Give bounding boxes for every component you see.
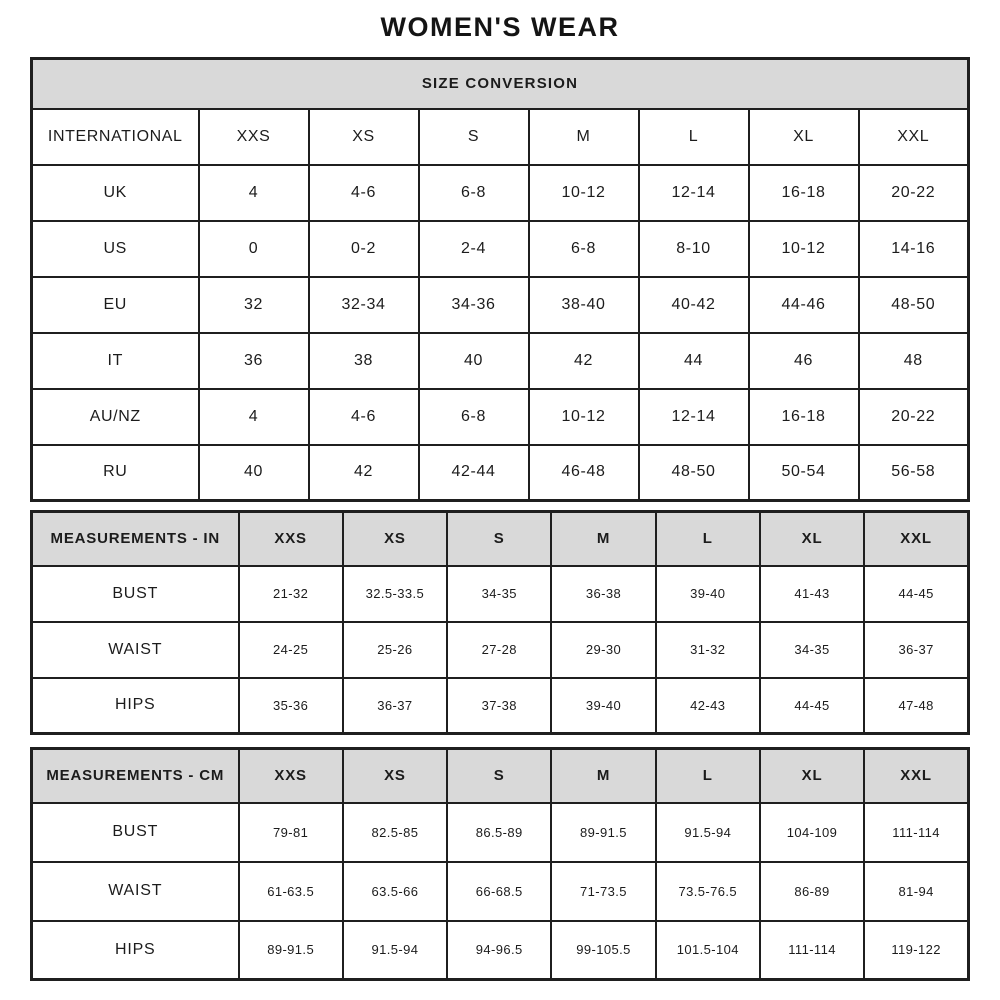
size-value: 46 (749, 333, 859, 389)
size-value: 40 (199, 445, 309, 501)
size-value: 6-8 (419, 165, 529, 221)
column-header-size: XS (309, 109, 419, 165)
size-value: 14-16 (859, 221, 969, 277)
size-value: 38 (309, 333, 419, 389)
size-value: 48 (859, 333, 969, 389)
measurement-value: 47-48 (864, 678, 968, 734)
size-conversion-row-us (32, 221, 969, 277)
measurement-value: 31-32 (656, 622, 760, 678)
measurements-cm-row-waist (32, 862, 969, 921)
measurement-value: 36-37 (343, 678, 447, 734)
size-value: 16-18 (749, 389, 859, 445)
column-header-size: M (551, 749, 655, 803)
column-header-size: S (419, 109, 529, 165)
measurements-cm-head (32, 749, 969, 803)
measurement-value: 73.5-76.5 (656, 862, 760, 921)
measurement-value: 66-68.5 (447, 862, 551, 921)
measurement-value: 39-40 (656, 566, 760, 622)
measurements-in-row-bust (32, 566, 969, 622)
size-conversion-body (32, 109, 969, 501)
size-value: 4-6 (309, 165, 419, 221)
region-label: EU (32, 277, 199, 333)
measurement-value: 41-43 (760, 566, 864, 622)
column-header-size: M (529, 109, 639, 165)
measurements-cm-row-bust (32, 803, 969, 862)
measurement-label: BUST (32, 803, 239, 862)
measurement-value: 34-35 (447, 566, 551, 622)
measurement-label: WAIST (32, 622, 239, 678)
size-value: 36 (199, 333, 309, 389)
measurements-cm-header-row (32, 749, 969, 803)
measurement-value: 91.5-94 (343, 921, 447, 980)
measurement-value: 82.5-85 (343, 803, 447, 862)
region-label: UK (32, 165, 199, 221)
region-label: IT (32, 333, 199, 389)
measurement-value: 42-43 (656, 678, 760, 734)
measurement-value: 86.5-89 (447, 803, 551, 862)
measurement-value: 104-109 (760, 803, 864, 862)
measurement-value: 34-35 (760, 622, 864, 678)
size-value: 32 (199, 277, 309, 333)
column-header-international: INTERNATIONAL (32, 109, 199, 165)
measurement-value: 91.5-94 (656, 803, 760, 862)
column-header-size: XS (343, 512, 447, 566)
measurement-label: BUST (32, 566, 239, 622)
column-header-size: XXS (239, 749, 343, 803)
column-header-size: S (447, 512, 551, 566)
measurement-value: 35-36 (239, 678, 343, 734)
column-header-size: XL (760, 512, 864, 566)
column-header-size: XXS (239, 512, 343, 566)
column-header-size: L (639, 109, 749, 165)
size-conversion-banner: SIZE CONVERSION (32, 59, 969, 109)
measurements-in-table (30, 510, 970, 735)
measurements-cm-body (32, 803, 969, 980)
region-label: AU/NZ (32, 389, 199, 445)
size-value: 4 (199, 389, 309, 445)
size-value: 42 (529, 333, 639, 389)
size-value: 2-4 (419, 221, 529, 277)
size-value: 12-14 (639, 165, 749, 221)
size-value: 20-22 (859, 165, 969, 221)
measurements-in-body (32, 566, 969, 734)
measurement-value: 36-38 (551, 566, 655, 622)
column-header-size: XXL (864, 512, 968, 566)
size-value: 32-34 (309, 277, 419, 333)
size-value: 56-58 (859, 445, 969, 501)
column-header-size: L (656, 512, 760, 566)
size-value: 44-46 (749, 277, 859, 333)
measurement-label: WAIST (32, 862, 239, 921)
size-conversion-row-ru (32, 445, 969, 501)
size-value: 20-22 (859, 389, 969, 445)
column-header-size: XXL (864, 749, 968, 803)
column-header-size: XXS (199, 109, 309, 165)
measurement-label: HIPS (32, 921, 239, 980)
measurement-value: 71-73.5 (551, 862, 655, 921)
column-header-size: XL (749, 109, 859, 165)
measurement-value: 81-94 (864, 862, 968, 921)
size-value: 50-54 (749, 445, 859, 501)
size-value: 10-12 (529, 165, 639, 221)
measurement-value: 25-26 (343, 622, 447, 678)
size-value: 40 (419, 333, 529, 389)
measurement-value: 63.5-66 (343, 862, 447, 921)
size-value: 48-50 (859, 277, 969, 333)
size-value: 38-40 (529, 277, 639, 333)
size-value: 44 (639, 333, 749, 389)
size-value: 46-48 (529, 445, 639, 501)
size-value: 4 (199, 165, 309, 221)
measurement-value: 111-114 (864, 803, 968, 862)
measurement-value: 29-30 (551, 622, 655, 678)
measurement-value: 111-114 (760, 921, 864, 980)
measurement-value: 94-96.5 (447, 921, 551, 980)
measurement-value: 24-25 (239, 622, 343, 678)
page-title: WOMEN'S WEAR (380, 12, 620, 42)
size-value: 34-36 (419, 277, 529, 333)
measurement-value: 61-63.5 (239, 862, 343, 921)
column-header-size: L (656, 749, 760, 803)
column-header-size: M (551, 512, 655, 566)
measurement-value: 27-28 (447, 622, 551, 678)
size-value: 40-42 (639, 277, 749, 333)
measurement-value: 36-37 (864, 622, 968, 678)
measurements-cm-row-hips (32, 921, 969, 980)
size-conversion-header-row (32, 109, 969, 165)
size-conversion-table (30, 57, 970, 502)
size-conversion-row-uk (32, 165, 969, 221)
measurement-value: 119-122 (864, 921, 968, 980)
size-value: 8-10 (639, 221, 749, 277)
size-value: 0 (199, 221, 309, 277)
measurement-value: 79-81 (239, 803, 343, 862)
region-label: RU (32, 445, 199, 501)
size-value: 6-8 (529, 221, 639, 277)
measurement-value: 44-45 (864, 566, 968, 622)
measurement-label: HIPS (32, 678, 239, 734)
measurement-value: 44-45 (760, 678, 864, 734)
measurements-cm-table (30, 747, 970, 981)
size-conversion-row-it (32, 333, 969, 389)
measurement-value: 89-91.5 (551, 803, 655, 862)
column-header-size: XS (343, 749, 447, 803)
measurement-value: 21-32 (239, 566, 343, 622)
size-value: 42 (309, 445, 419, 501)
measurements-in-row-hips (32, 678, 969, 734)
size-conversion-row-aunz (32, 389, 969, 445)
size-value: 0-2 (309, 221, 419, 277)
column-header-size: XL (760, 749, 864, 803)
size-value: 48-50 (639, 445, 749, 501)
measurement-value: 32.5-33.5 (343, 566, 447, 622)
measurements-in-header-row (32, 512, 969, 566)
column-header-size: S (447, 749, 551, 803)
size-conversion-row-eu (32, 277, 969, 333)
measurements-cm-header-label: MEASUREMENTS - CM (32, 749, 239, 803)
size-conversion-banner-row (32, 59, 969, 109)
measurements-in-header-label: MEASUREMENTS - IN (32, 512, 239, 566)
measurement-value: 99-105.5 (551, 921, 655, 980)
measurement-value: 86-89 (760, 862, 864, 921)
measurement-value: 37-38 (447, 678, 551, 734)
measurements-in-row-waist (32, 622, 969, 678)
size-value: 10-12 (749, 221, 859, 277)
size-value: 42-44 (419, 445, 529, 501)
measurements-in-head (32, 512, 969, 566)
size-value: 4-6 (309, 389, 419, 445)
measurement-value: 101.5-104 (656, 921, 760, 980)
size-value: 16-18 (749, 165, 859, 221)
size-value: 6-8 (419, 389, 529, 445)
measurement-value: 89-91.5 (239, 921, 343, 980)
size-value: 10-12 (529, 389, 639, 445)
column-header-size: XXL (859, 109, 969, 165)
size-value: 12-14 (639, 389, 749, 445)
measurement-value: 39-40 (551, 678, 655, 734)
region-label: US (32, 221, 199, 277)
